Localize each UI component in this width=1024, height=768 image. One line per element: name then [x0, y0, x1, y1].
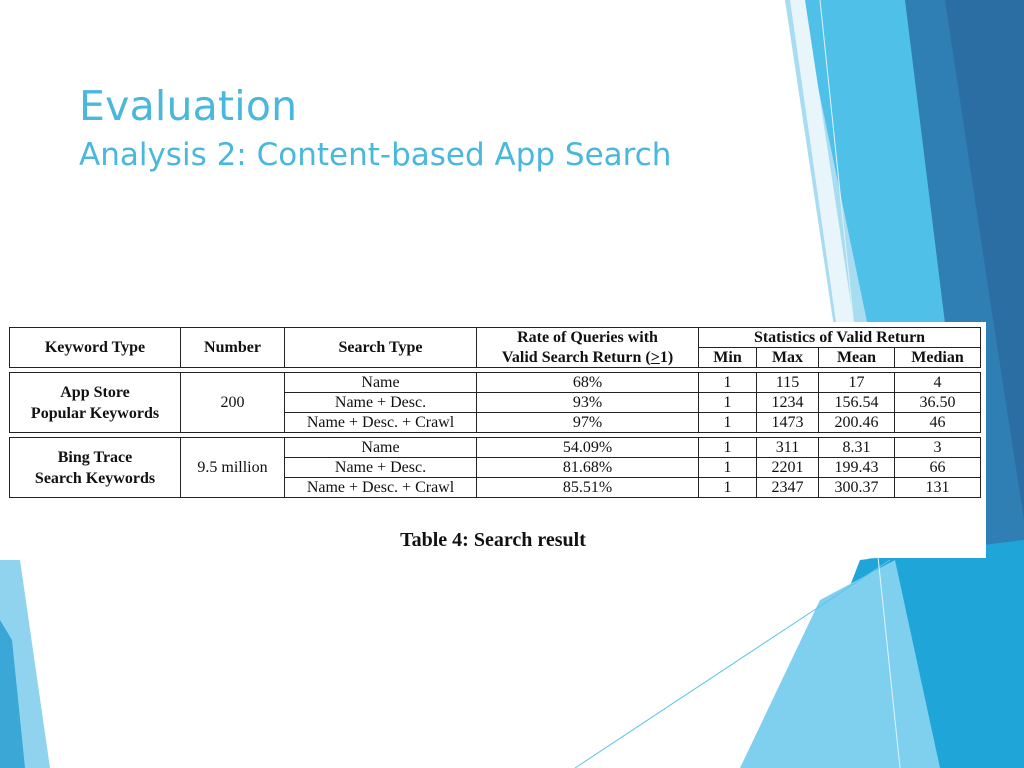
- number-cell: 200: [181, 373, 285, 433]
- min-cell: 1: [699, 438, 757, 458]
- max-cell: 1473: [757, 413, 819, 433]
- search-type-cell: Name: [285, 438, 477, 458]
- table-figure: [0, 322, 986, 558]
- table-caption: Table 4: Search result: [400, 529, 586, 551]
- max-cell: 115: [757, 373, 819, 393]
- median-cell: 131: [895, 478, 981, 498]
- max-cell: 311: [757, 438, 819, 458]
- slide-title: Evaluation: [79, 82, 298, 130]
- search-type-cell: Name + Desc.: [285, 458, 477, 478]
- header-keyword-type: Keyword Type: [10, 328, 181, 368]
- median-cell: 36.50: [895, 393, 981, 413]
- search-type-cell: Name + Desc. + Crawl: [285, 478, 477, 498]
- search-result-table: [9, 327, 981, 498]
- header-median: Median: [895, 348, 981, 368]
- mean-cell: 200.46: [819, 413, 895, 433]
- header-min: Min: [699, 348, 757, 368]
- title-block: [79, 82, 671, 175]
- header-stats-group: Statistics of Valid Return: [699, 328, 981, 348]
- header-rate-line2: Valid Search Return (>1): [477, 348, 699, 368]
- max-cell: 1234: [757, 393, 819, 413]
- table-row: [10, 373, 981, 393]
- mean-cell: 156.54: [819, 393, 895, 413]
- mean-cell: 8.31: [819, 438, 895, 458]
- rate-cell: 68%: [477, 373, 699, 393]
- max-cell: 2347: [757, 478, 819, 498]
- greater-equal-symbol: >: [650, 348, 660, 366]
- mean-cell: 199.43: [819, 458, 895, 478]
- rate-cell: 54.09%: [477, 438, 699, 458]
- median-cell: 3: [895, 438, 981, 458]
- header-mean: Mean: [819, 348, 895, 368]
- min-cell: 1: [699, 478, 757, 498]
- keyword-type-cell: App Store Popular Keywords: [10, 373, 181, 433]
- rate-cell: 85.51%: [477, 478, 699, 498]
- search-type-cell: Name + Desc.: [285, 393, 477, 413]
- header-max: Max: [757, 348, 819, 368]
- mean-cell: 300.37: [819, 478, 895, 498]
- header-number: Number: [181, 328, 285, 368]
- mean-cell: 17: [819, 373, 895, 393]
- number-cell: 9.5 million: [181, 438, 285, 498]
- median-cell: 4: [895, 373, 981, 393]
- min-cell: 1: [699, 413, 757, 433]
- table-row: [10, 438, 981, 458]
- median-cell: 66: [895, 458, 981, 478]
- min-cell: 1: [699, 458, 757, 478]
- min-cell: 1: [699, 373, 757, 393]
- header-search-type: Search Type: [285, 328, 477, 368]
- header-rate-line1: Rate of Queries with: [477, 328, 699, 348]
- min-cell: 1: [699, 393, 757, 413]
- search-type-cell: Name + Desc. + Crawl: [285, 413, 477, 433]
- rate-cell: 81.68%: [477, 458, 699, 478]
- median-cell: 46: [895, 413, 981, 433]
- slide-subtitle: Analysis 2: Content-based App Search: [79, 137, 672, 173]
- rate-cell: 93%: [477, 393, 699, 413]
- rate-cell: 97%: [477, 413, 699, 433]
- keyword-type-cell: Bing Trace Search Keywords: [10, 438, 181, 498]
- search-type-cell: Name: [285, 373, 477, 393]
- max-cell: 2201: [757, 458, 819, 478]
